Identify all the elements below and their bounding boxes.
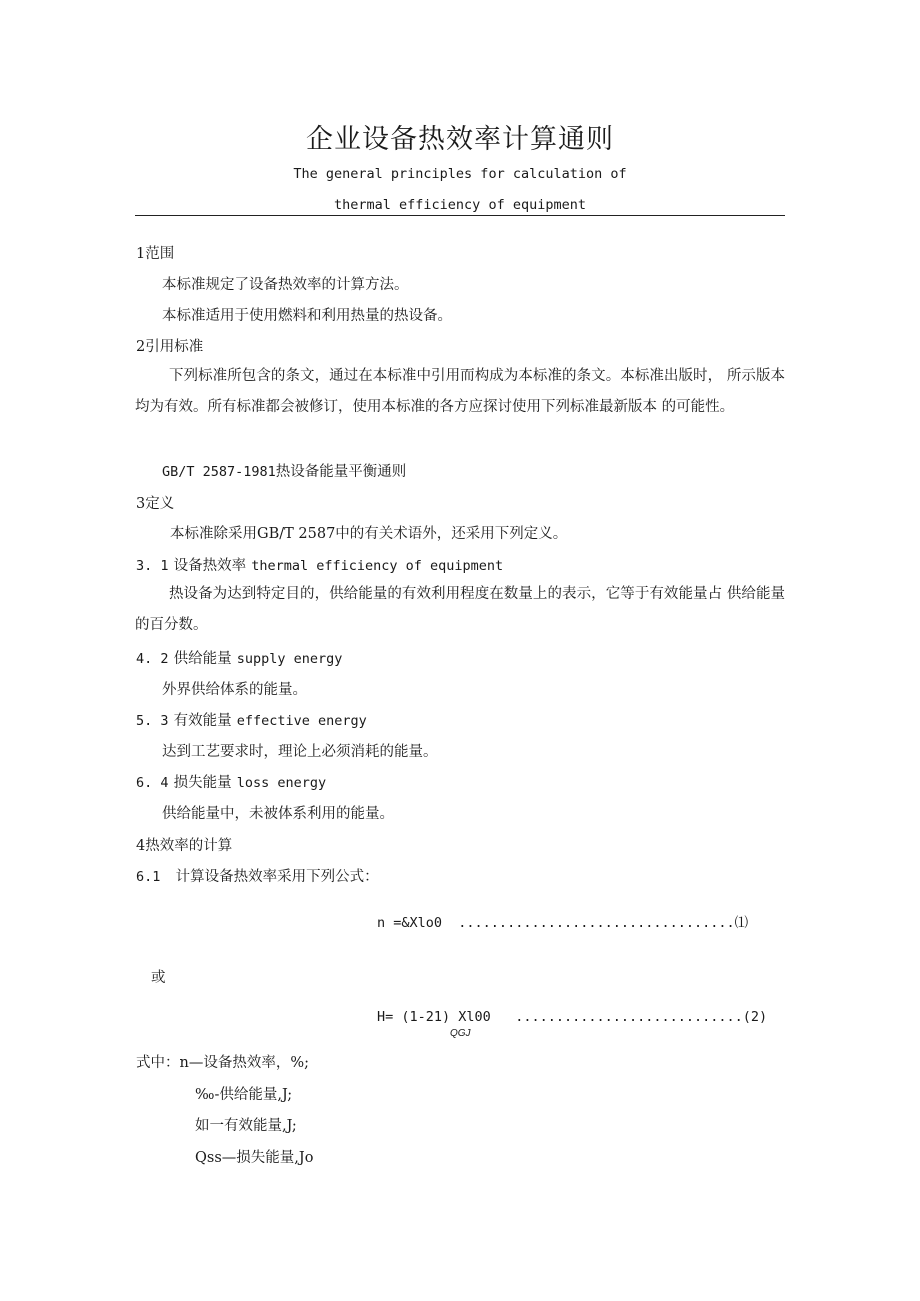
formula-2-subscript: QGJ [450, 1028, 471, 1039]
definition-2-text: 外界供给体系的能量。 [162, 682, 307, 698]
english-title-line-2: thermal efficiency of equipment [334, 197, 586, 213]
english-title-line-1: The general principles for calculation of [293, 166, 627, 182]
definition-3-text: 达到工艺要求时，理论上必须消耗的能量。 [162, 744, 438, 760]
definition-1-text: 热设备为达到特定目的，供给能量的有效利用程度在数量上的表示，它等于有效能量占 供给能量的百分数。 [135, 586, 785, 633]
section-1-paragraph-2: 本标准适用于使用燃料和利用热量的热设备。 [162, 308, 452, 324]
section-4-heading: 4热效率的计算 [136, 838, 233, 854]
section-3-heading: 3定义 [136, 496, 175, 512]
section-3-intro: 本标准除采用GB/T 2587中的有关术语外，还采用下列定义。 [170, 526, 568, 542]
variables-line-4: Qss—损失能量,Jo [195, 1150, 314, 1166]
referenced-standard-title: 热设备能量平衡通则 [275, 464, 407, 480]
referenced-standard [162, 460, 406, 481]
title-divider [135, 215, 785, 216]
formula-1: n =&Xlo0 ..................................⑴ [377, 915, 749, 931]
formula-2: H= (1-21) Xl00 ............................(2) [377, 1009, 768, 1025]
referenced-standard-code: GB/T 2587-1981 [162, 464, 276, 480]
section-1-paragraph-1: 本标准规定了设备热效率的计算方法。 [162, 277, 409, 293]
definition-3-heading: 5. 3 有效能量 effective energy [136, 713, 367, 729]
definition-4-heading: 6. 4 损失能量 loss energy [136, 775, 327, 791]
section-1-heading: 1范围 [136, 246, 175, 262]
definition-2-heading: 4. 2 供给能量 supply energy [136, 651, 343, 667]
document-title: 企业设备热效率计算通则 [306, 124, 614, 155]
or-connector: 或 [151, 970, 166, 986]
section-2-heading: 2引用标准 [136, 339, 204, 355]
variables-line-2: ‰-供给能量,J; [195, 1087, 293, 1103]
definition-1-heading: 3. 1 设备热效率 thermal efficiency of equipment [136, 558, 504, 574]
section-2-paragraph: 下列标准所包含的条文，通过在本标准中引用而构成为本标准的条文。本标准出版时， 所示版本均为有效。所有标准都会被修订，使用本标准的各方应探讨使用下列标准最新版本 的可能性。 [135, 368, 785, 415]
clause-6-1: 6.1 计算设备热效率采用下列公式： [136, 869, 379, 885]
variables-line-3: 如一有效能量,J; [195, 1118, 297, 1134]
definition-4-text: 供给能量中，未被体系利用的能量。 [162, 806, 394, 822]
variables-line-1: 式中：n—设备热效率，%; [136, 1055, 310, 1071]
